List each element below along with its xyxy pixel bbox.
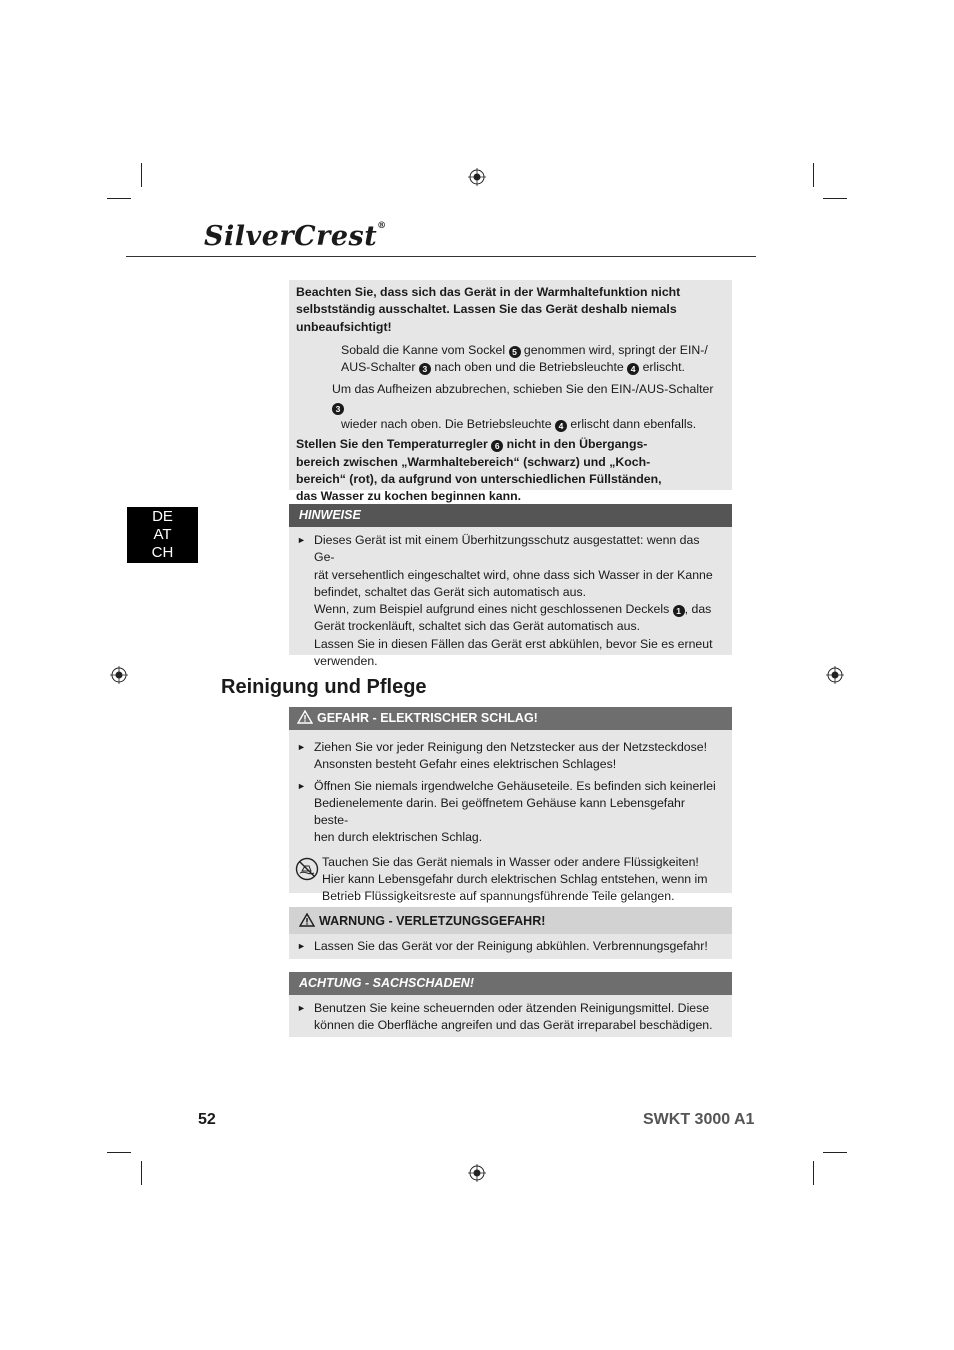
bullet-arrow-icon: ► <box>297 780 306 791</box>
hinweise-box <box>289 504 732 669</box>
crop-mark <box>813 163 814 187</box>
warning-triangle-icon <box>297 710 313 724</box>
list-item: ► Benutzen Sie keine scheuernden oder ätzenden Reinigungsmittel. Diese können die Oberfläche angreifen und das Gerät irreparabel beschädigen. <box>297 1001 713 1033</box>
registration-mark-icon <box>468 168 486 186</box>
model-number: SWKT 3000 A1 <box>643 1111 755 1128</box>
bullet-arrow-icon: ► <box>297 535 306 545</box>
language-tab <box>127 507 198 563</box>
registration-mark-icon <box>826 666 844 684</box>
crop-mark <box>107 1152 131 1153</box>
section-title: Reinigung und Pflege <box>221 676 427 698</box>
crop-mark <box>141 163 142 187</box>
notice-paragraph: Sobald die Kanne vom Sockel 5 genommen wird, springt der EIN-/ AUS-Schalter 3 nach oben und die Betriebsleuchte 4 erlischt. <box>341 342 708 375</box>
bullet-arrow-icon: ► <box>297 941 306 951</box>
list-item: ► Dieses Gerät ist mit einem Überhitzungsschutz ausgestattet: wenn das Ge- rät versehentlich eingeschaltet wird, ohne dass sich Wasser in der Kanne befindet, schaltet das Gerät sich automatisch aus. Wenn, zum Beispiel aufgrund eines nicht geschlossenen Deckels 1 , das Gerät trockenläuft, schaltet sich das Gerät automatisch aus. Lassen Sie in diesen Fällen das Gerät erst abkühlen, bevor Sie es erneut verwenden. <box>297 533 713 669</box>
lang-at: AT <box>153 526 172 543</box>
crop-mark <box>141 1161 142 1185</box>
gefahr-box <box>289 707 732 904</box>
no-immersion-icon <box>295 857 319 881</box>
lang-ch: CH <box>151 544 174 561</box>
achtung-box <box>289 972 732 1037</box>
warmhalte-notice-box <box>289 280 732 504</box>
page-number: 52 <box>198 1111 216 1128</box>
list-item: ► Lassen Sie das Gerät vor der Reinigung abkühlen. Verbrennungsgefahr! <box>289 938 732 955</box>
bullet-arrow-icon: ► <box>297 1003 306 1013</box>
registration-mark-icon <box>110 666 128 684</box>
notice-paragraph: Um das Aufheizen abzubrechen, schieben Sie den EIN-/AUS-Schalter 3 wieder nach oben. Die Betriebsleuchte 4 erlischt dann ebenfalls. <box>332 382 714 432</box>
crop-mark <box>823 1152 847 1153</box>
list-item: ► Ziehen Sie vor jeder Reinigung den Netzstecker aus der Netzsteckdose! Ansonsten besteht Gefahr eines elektrischen Schlages! <box>297 740 708 772</box>
lang-de: DE <box>152 508 173 525</box>
crop-mark <box>823 198 847 199</box>
warning-triangle-icon <box>299 913 315 927</box>
warnung-title: WARNUNG - VERLETZUNGSGEFAHR! <box>289 907 732 934</box>
registration-mark-icon <box>468 1164 486 1182</box>
brand-logo: SilverCrest® <box>204 221 387 252</box>
no-immersion-notice: Tauchen Sie das Gerät niemals in Wasser oder andere Flüssigkeiten! Hier kann Lebensgefahr durch elektrischen Schlag entstehen, wenn im Betrieb Flüssigkeitsreste auf spannungsführende Teile gelangen. <box>289 854 732 906</box>
notice-bold-text: Stellen Sie den Temperaturregler 6 nicht in den Übergangs- bereich zwischen „Warmhaltebereich“ (schwarz) und „Koch- bereich“ (rot), da aufgrund von unterschiedlichen Füllständen, das Wasser zu kochen beginnen kann. <box>296 437 662 504</box>
achtung-title: ACHTUNG - SACHSCHADEN! <box>289 972 732 995</box>
warnung-box <box>289 907 732 959</box>
bullet-arrow-icon: ► <box>297 742 306 752</box>
list-item: ► Öffnen Sie niemals irgendwelche Gehäuseteile. Es befinden sich keinerlei Bedienelemente darin. Bei geöffnetem Gehäuse kann Lebensgefahr beste- hen durch elektrischen Schlag. <box>297 778 716 845</box>
header-rule <box>126 256 756 257</box>
crop-mark <box>813 1161 814 1185</box>
crop-mark <box>107 198 131 199</box>
hinweise-title: HINWEISE <box>289 504 732 527</box>
gefahr-title: GEFAHR - ELEKTRISCHER SCHLAG! <box>289 707 732 730</box>
notice-bold-text: Beachten Sie, dass sich das Gerät in der Warmhaltefunktion nicht selbstständig ausschaltet. Lassen Sie das Gerät deshalb niemals unbeaufsichtigt! <box>296 285 681 334</box>
